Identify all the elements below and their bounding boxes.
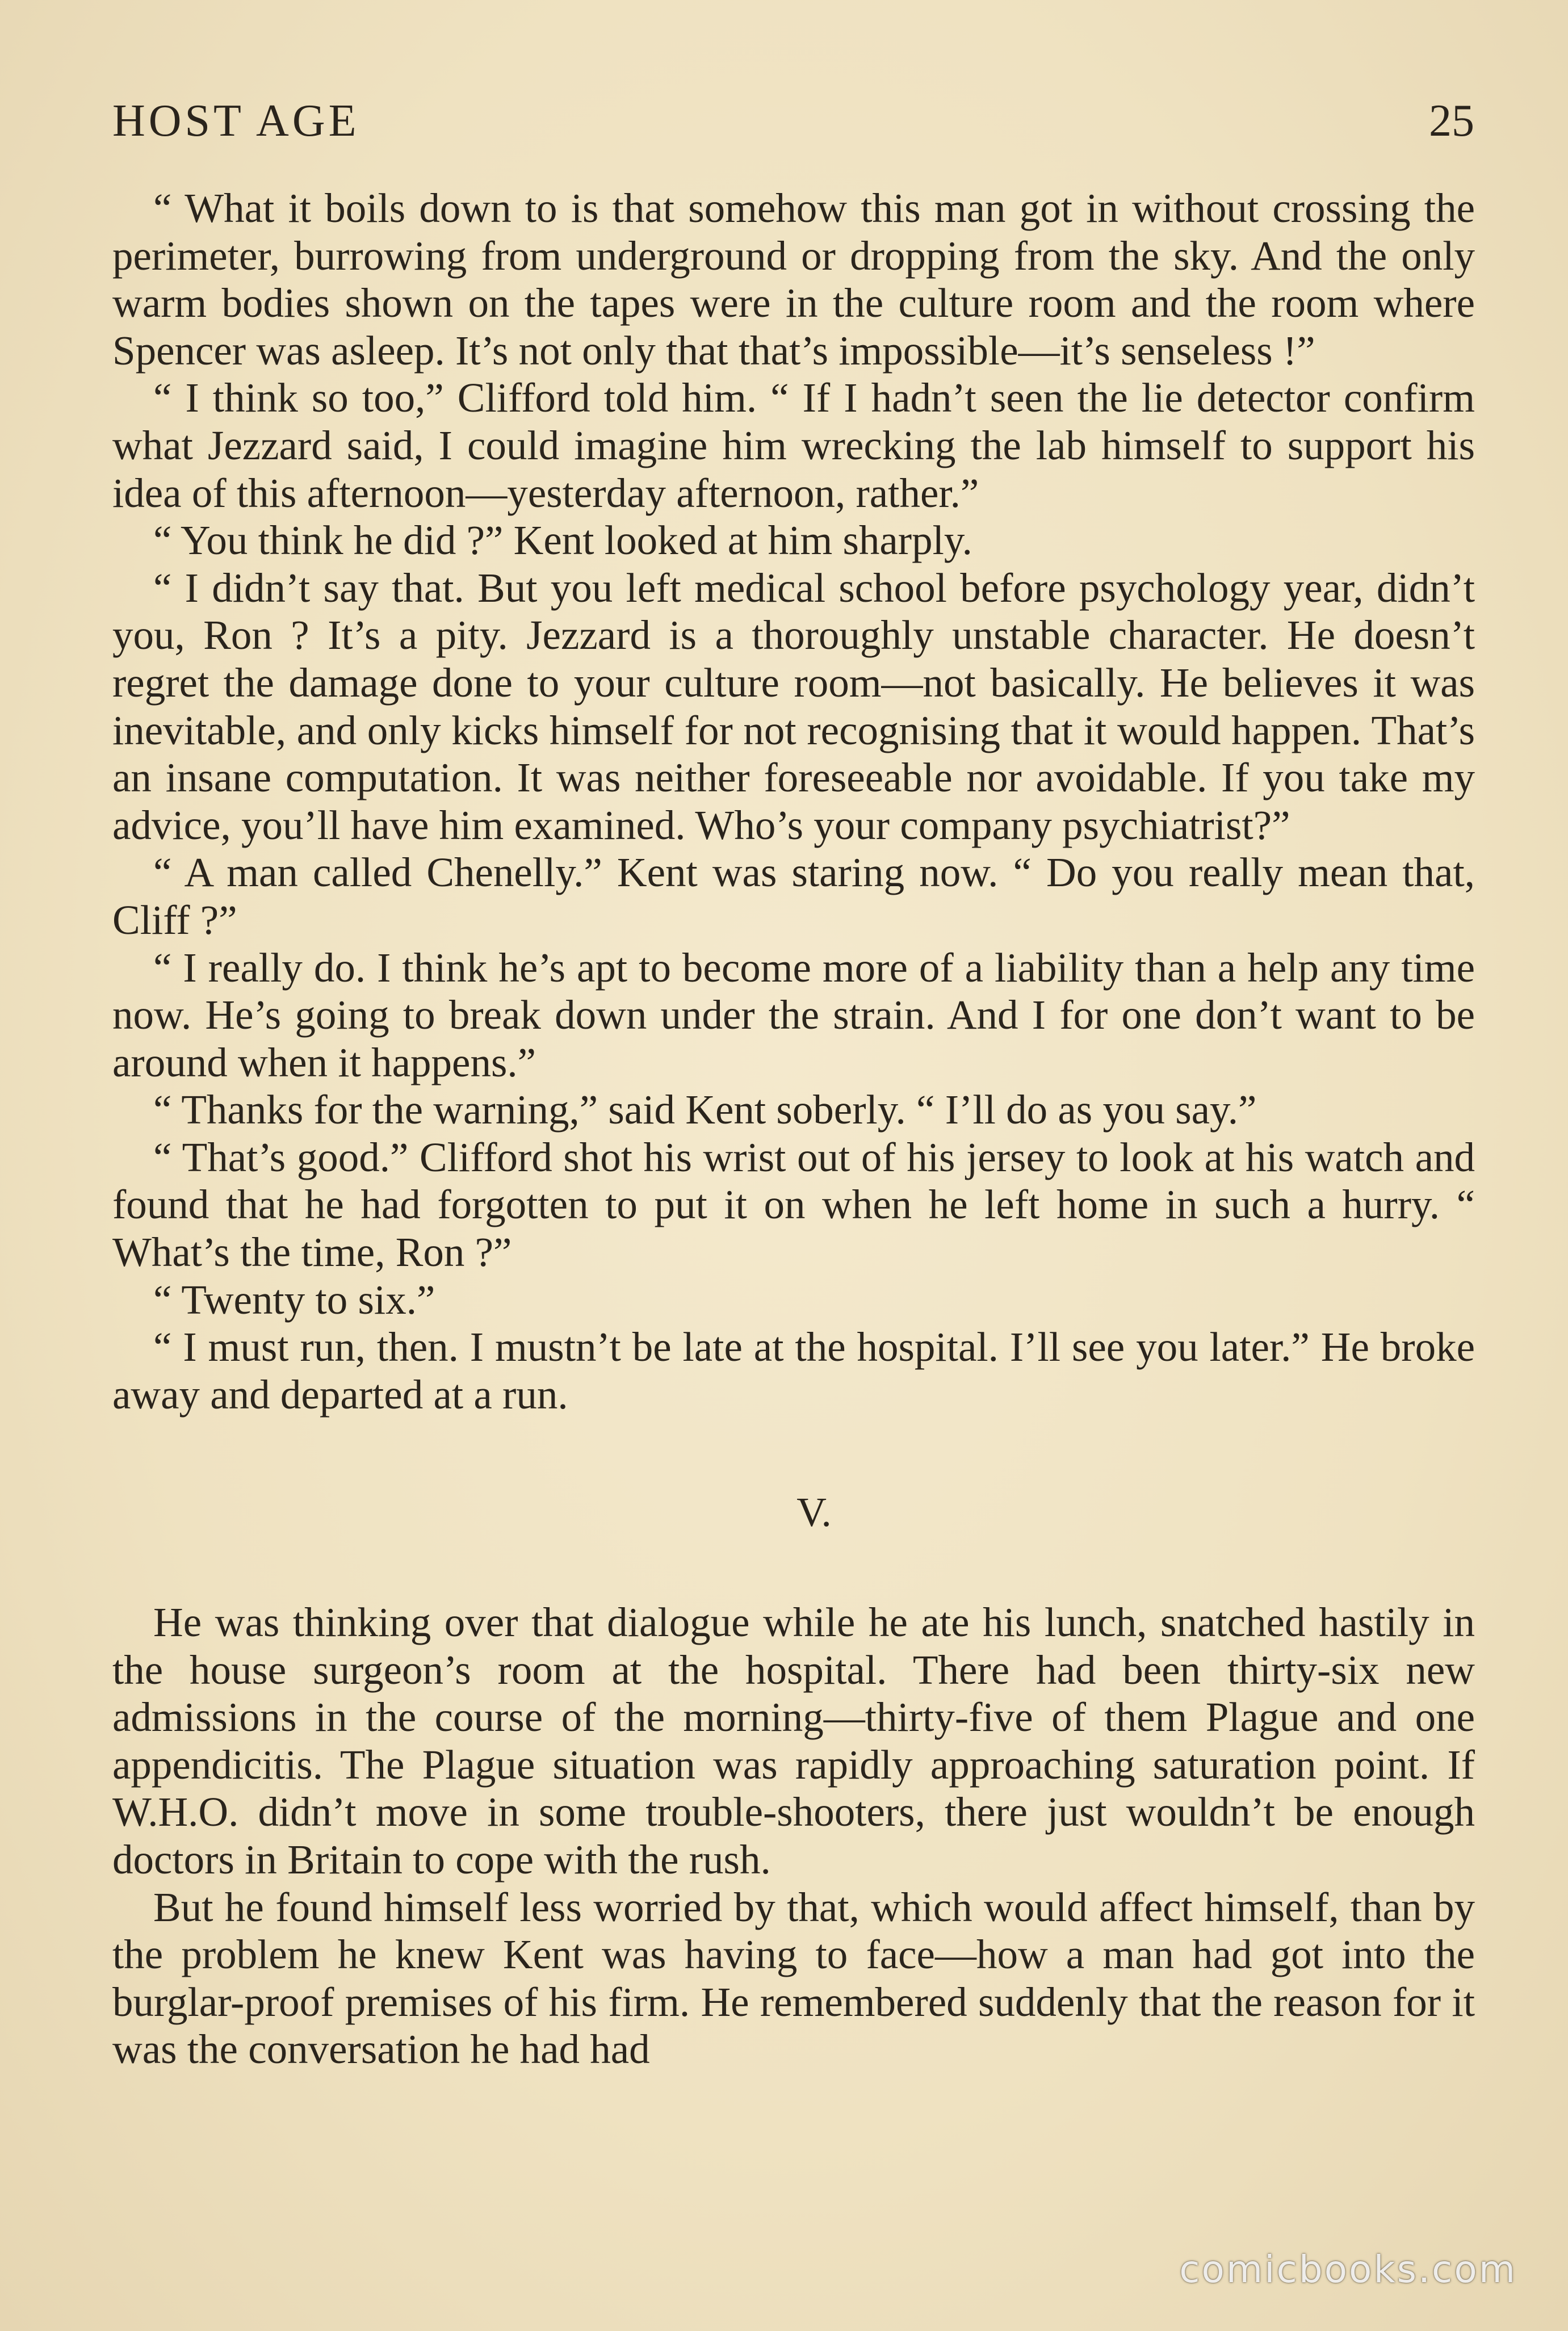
paragraph: But he found himself less worried by that, which would affect himself, than by the problem he knew Kent was having to face—how a man had got into the burglar-proof premises of his firm. He remembered suddenly that the reason for it was the conversation he had had [112, 1884, 1475, 2073]
paragraph: He was thinking over that dialogue while he ate his lunch, snatched hastily in the house surgeon’s room at the hospital. There had been thirty-six new admissions in the course of the morning—thirty-five of them Plague and one appendicitis. The Plague situation was rapidly approaching saturation point. If W.H.O. didn’t move in some trouble-shooters, there just wouldn’t be enough doctors in Britain to cope with the rush. [112, 1599, 1475, 1883]
paragraph: “ Twenty to six.” [153, 1276, 435, 1323]
paragraph: “ What it boils down to is that somehow this man got in without crossing the perimeter, burrowing from underground or dropping from the sky. And the only warm bodies shown on the tapes were in the culture room and the room where Spencer was asleep. It’s not only that that’s impossible—it’s senseless !” [112, 185, 1475, 374]
watermark: comicbooks.com [1179, 2248, 1517, 2291]
paragraph: “ A man called Chenelly.” Kent was staring now. “ Do you really mean that, Cliff ?” [112, 849, 1475, 943]
paragraph: “ That’s good.” Clifford shot his wrist out of his jersey to look at his watch and found that he had forgotten to put it on when he left home in such a hurry. “ What’s the time, Ron ?” [112, 1134, 1475, 1276]
paragraph: “ I didn’t say that. But you left medical school before psychology year, didn’t you, Ron ? It’s a pity. Jezzard is a thoroughly unstable character. He doesn’t regret the damage done to your culture room—not basically. He believes it was inevitable, and only kicks himself for not recognising that it would happen. That’s an insane computation. It was neither foreseeable nor avoidable. If you take my advice, you’ll have him examined. Who’s your company psychiatrist?” [112, 564, 1475, 848]
running-head: HOST AGE [112, 96, 360, 146]
paragraph: “ I really do. I think he’s apt to become more of a liability than a help any time now. He’s going to break down under the strain. And I for one don’t want to be around when it happens.” [112, 944, 1475, 1085]
section-heading: V. [796, 1489, 832, 1536]
paragraph: “ Thanks for the warning,” said Kent soberly. “ I’ll do as you say.” [153, 1087, 1257, 1133]
paragraph: “ I think so too,” Clifford told him. “ If I hadn’t seen the lie detector confirm what Jezzard said, I could imagine him wrecking the lab himself to support his idea of this afternoon—yesterday afternoon, rather.” [112, 375, 1475, 516]
body-text [112, 185, 1475, 2073]
page-number: 25 [1429, 96, 1474, 146]
paragraph: “ You think he did ?” Kent looked at him sharply. [153, 517, 972, 564]
paragraph: “ I must run, then. I mustn’t be late at the hospital. I’ll see you later.” He broke away and departed at a run. [112, 1324, 1475, 1418]
